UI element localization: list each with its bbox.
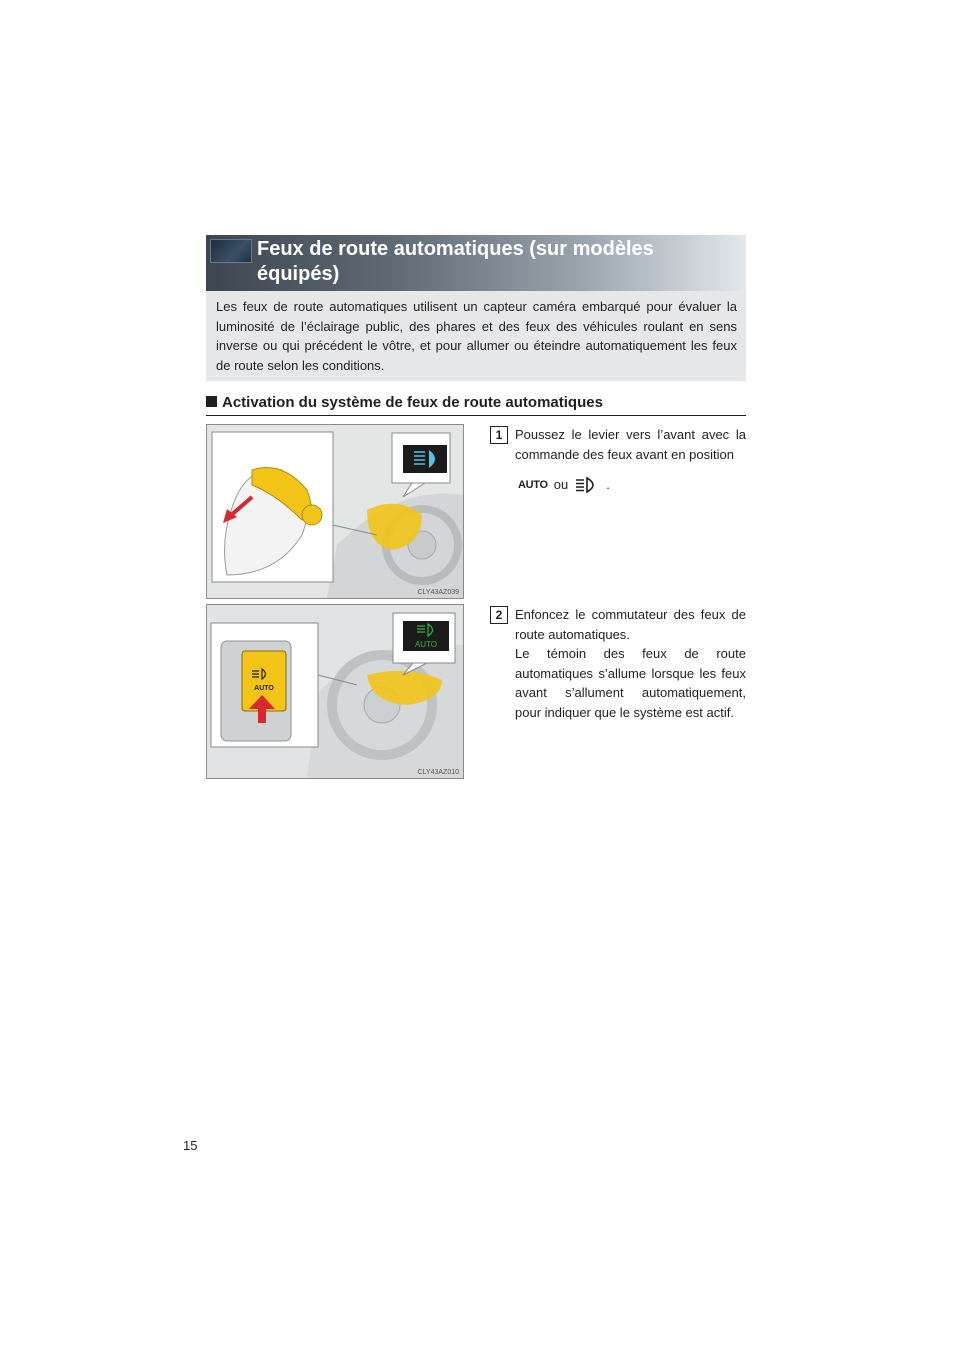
- header-thumbnail: [210, 239, 252, 263]
- figure-lever: [206, 424, 464, 599]
- headlight-icon: [574, 476, 600, 494]
- auto-symbol: AUTO: [518, 479, 548, 491]
- step-text: [515, 605, 746, 722]
- bullet-square-icon: [206, 396, 217, 407]
- step-number-badge: 2: [490, 606, 508, 624]
- intro-box: [206, 291, 746, 381]
- step-instruction: Enfoncez le commutateur des feux de route automatiques.: [515, 607, 746, 642]
- or-text: ou: [553, 477, 569, 492]
- section-heading-text: Activation du système de feux de route automatiques: [222, 394, 603, 411]
- page-title: Feux de route automatiques (sur modèles équipés): [257, 238, 654, 285]
- intro-text: Les feux de route automatiques utilisent un capteur caméra embarqué pour évaluer la luminosité de l’éclairage public, des phares et des feux des véhicules roulant en sens inverse ou qui précédent le vôtre, et pour allumer ou éteindre automatiquement les feux de route selon les conditions.: [216, 299, 737, 373]
- step-number-badge: 1: [490, 426, 508, 444]
- figure-code: CLY43AZ010: [417, 769, 459, 776]
- step-text: Poussez le levier vers l’avant avec la commande des feux avant en position: [515, 427, 746, 462]
- page-number: 15: [183, 1138, 198, 1153]
- section-header: [206, 235, 746, 291]
- switch-auto-label: AUTO: [254, 685, 274, 692]
- section-heading: [206, 393, 746, 416]
- switch-illustration: [207, 605, 463, 778]
- period-text: .: [606, 477, 610, 492]
- step-note: Le témoin des feux de route automatiques s’allume lorsque les feux avant s’allument automatiquement, pour indiquer que le système est actif.: [515, 646, 746, 720]
- headlight-position-symbols: [518, 474, 610, 496]
- figure-code: CLY43AZ039: [417, 589, 459, 596]
- figure-switch: [206, 604, 464, 779]
- indicator-auto-label: AUTO: [414, 640, 438, 649]
- lever-illustration: [207, 425, 463, 598]
